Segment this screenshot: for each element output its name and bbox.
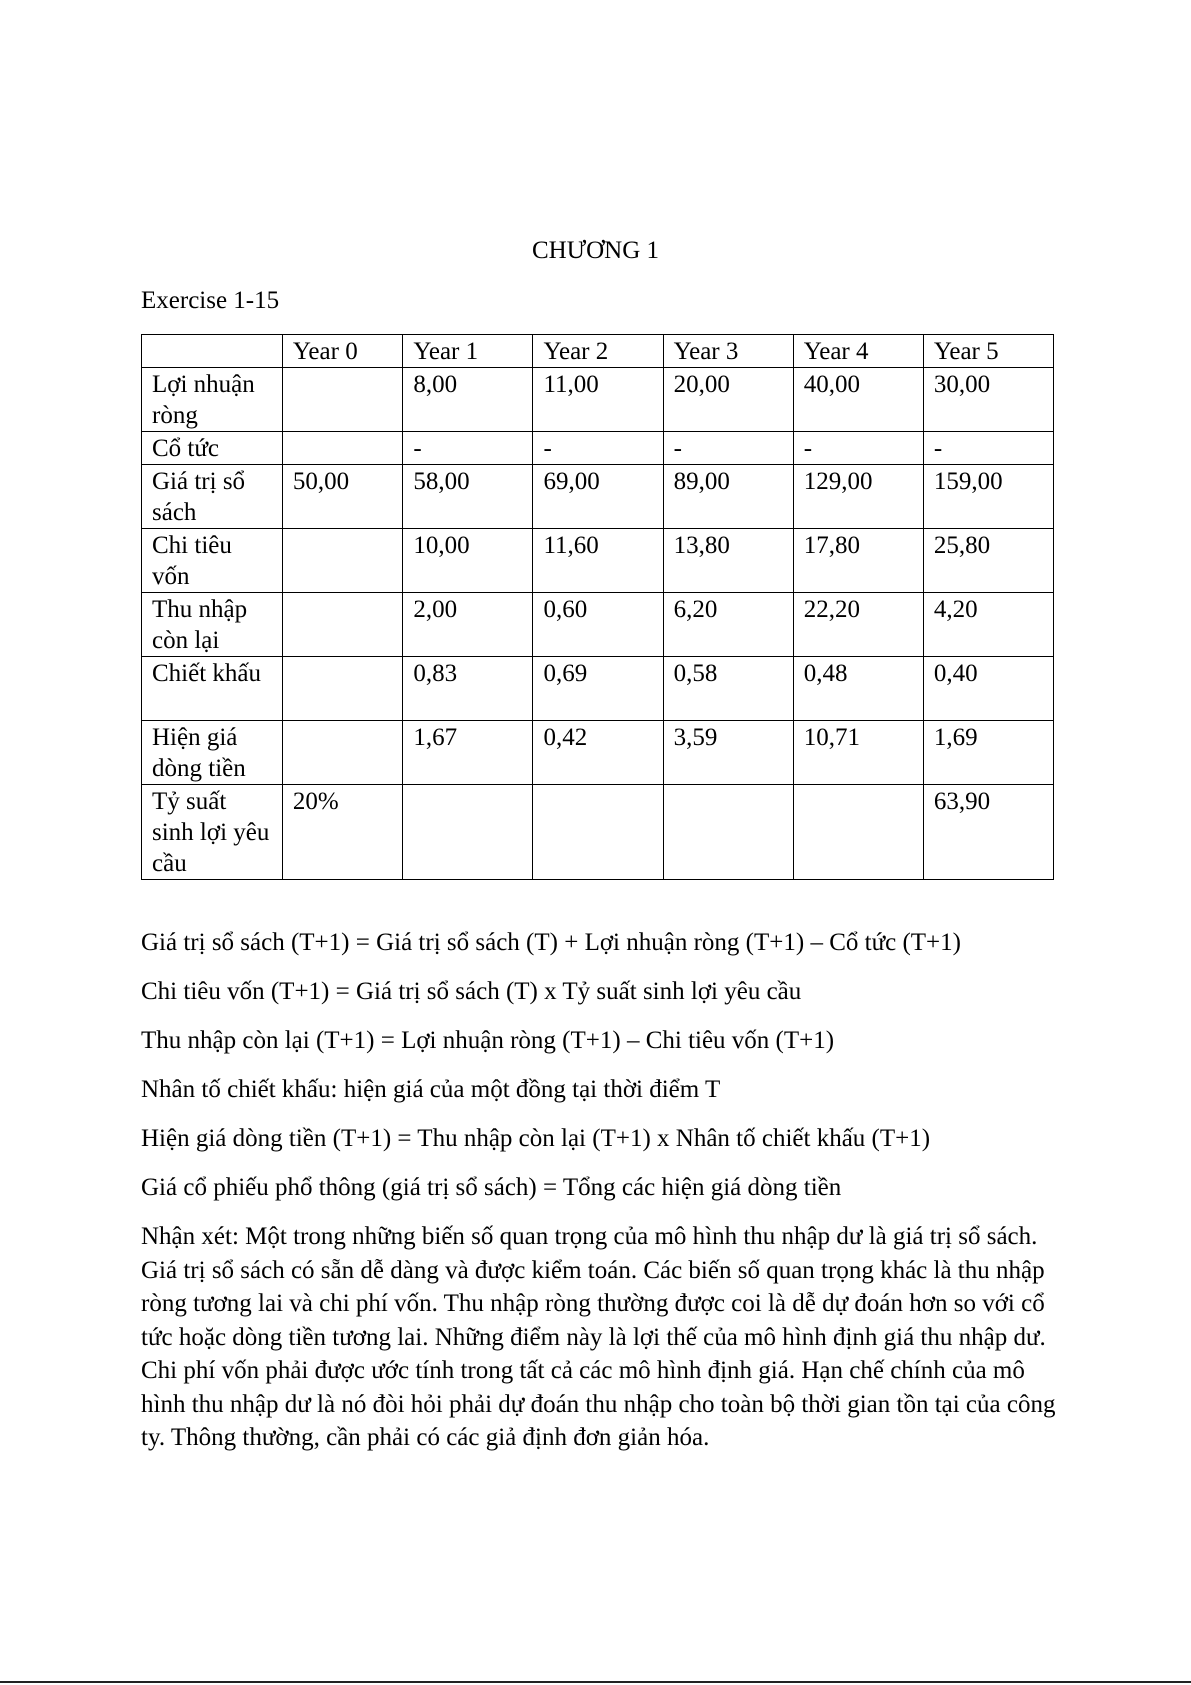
table-cell: 0,48 bbox=[793, 657, 923, 721]
table-cell: 0,69 bbox=[533, 657, 663, 721]
table-cell: 17,80 bbox=[793, 529, 923, 593]
table-cell: 63,90 bbox=[923, 785, 1053, 880]
table-cell: - bbox=[403, 432, 533, 465]
table-cell: 89,00 bbox=[663, 465, 793, 529]
table-row bbox=[142, 593, 1054, 657]
table-cell: 0,83 bbox=[403, 657, 533, 721]
table-cell: - bbox=[533, 432, 663, 465]
table-row bbox=[142, 465, 1054, 529]
table-cell: 6,20 bbox=[663, 593, 793, 657]
table-header-cell: Year 0 bbox=[282, 335, 402, 368]
row-label: Cổ tức bbox=[142, 432, 283, 465]
table-cell: 159,00 bbox=[923, 465, 1053, 529]
table-header-cell: Year 4 bbox=[793, 335, 923, 368]
exercise-heading: Exercise 1-15 bbox=[141, 287, 280, 314]
table-header-cell bbox=[142, 335, 283, 368]
table-cell bbox=[282, 368, 402, 432]
table-row bbox=[142, 785, 1054, 880]
table-cell: - bbox=[663, 432, 793, 465]
table-cell bbox=[793, 785, 923, 880]
table-cell bbox=[663, 785, 793, 880]
residual-income-table bbox=[141, 334, 1054, 880]
table-cell: 0,40 bbox=[923, 657, 1053, 721]
table-cell: - bbox=[923, 432, 1053, 465]
table-cell: 69,00 bbox=[533, 465, 663, 529]
table-cell: 8,00 bbox=[403, 368, 533, 432]
formula-section bbox=[141, 926, 1061, 1471]
table-cell: 11,60 bbox=[533, 529, 663, 593]
table-cell bbox=[282, 657, 402, 721]
table-cell: 3,59 bbox=[663, 721, 793, 785]
formula-book-value: Giá trị sổ sách (T+1) = Giá trị sổ sách (T) + Lợi nhuận ròng (T+1) – Cổ tức (T+1) bbox=[141, 929, 961, 956]
table-cell bbox=[533, 785, 663, 880]
page-bottom-divider bbox=[0, 1681, 1191, 1683]
table-cell bbox=[282, 529, 402, 593]
table-cell: 0,60 bbox=[533, 593, 663, 657]
table-row bbox=[142, 721, 1054, 785]
table-cell: 50,00 bbox=[282, 465, 402, 529]
row-label: Chi tiêu vốn bbox=[142, 529, 283, 593]
table-cell bbox=[282, 432, 402, 465]
table-cell: 10,00 bbox=[403, 529, 533, 593]
table-cell bbox=[282, 721, 402, 785]
table-cell bbox=[403, 785, 533, 880]
table-cell: 13,80 bbox=[663, 529, 793, 593]
table-cell: 0,58 bbox=[663, 657, 793, 721]
formula-capital-charge: Chi tiêu vốn (T+1) = Giá trị sổ sách (T) x Tỷ suất sinh lợi yêu cầu bbox=[141, 978, 802, 1005]
table-header-cell: Year 2 bbox=[533, 335, 663, 368]
table-row bbox=[142, 368, 1054, 432]
table-cell: 30,00 bbox=[923, 368, 1053, 432]
table-cell: 58,00 bbox=[403, 465, 533, 529]
table-header-cell: Year 5 bbox=[923, 335, 1053, 368]
formula-discount-factor: Nhân tố chiết khấu: hiện giá của một đồng tại thời điểm T bbox=[141, 1076, 721, 1103]
table-cell: 11,00 bbox=[533, 368, 663, 432]
row-label: Tỷ suất sinh lợi yêu cầu bbox=[142, 785, 283, 880]
table-cell: 22,20 bbox=[793, 593, 923, 657]
table-header-cell: Year 1 bbox=[403, 335, 533, 368]
table-header-cell: Year 3 bbox=[663, 335, 793, 368]
table-cell: 2,00 bbox=[403, 593, 533, 657]
table-cell: 20,00 bbox=[663, 368, 793, 432]
table-header-row bbox=[142, 335, 1054, 368]
formula-stock-price: Giá cổ phiếu phổ thông (giá trị sổ sách) = Tổng các hiện giá dòng tiền bbox=[141, 1174, 842, 1201]
table-cell: - bbox=[793, 432, 923, 465]
table-cell: 4,20 bbox=[923, 593, 1053, 657]
row-label: Thu nhập còn lại bbox=[142, 593, 283, 657]
table-cell bbox=[282, 593, 402, 657]
row-label: Chiết khấu bbox=[142, 657, 283, 721]
row-label: Lợi nhuận ròng bbox=[142, 368, 283, 432]
table-cell: 40,00 bbox=[793, 368, 923, 432]
row-label: Giá trị sổ sách bbox=[142, 465, 283, 529]
page-title: CHƯƠNG 1 bbox=[531, 237, 660, 264]
row-label: Hiện giá dòng tiền bbox=[142, 721, 283, 785]
table-row bbox=[142, 529, 1054, 593]
table-cell: 20% bbox=[282, 785, 402, 880]
table-cell: 129,00 bbox=[793, 465, 923, 529]
table-cell: 1,67 bbox=[403, 721, 533, 785]
table-row bbox=[142, 657, 1054, 721]
table-cell: 10,71 bbox=[793, 721, 923, 785]
table-cell: 0,42 bbox=[533, 721, 663, 785]
remark-paragraph: Nhận xét: Một trong những biến số quan trọng của mô hình thu nhập dư là giá trị sổ sách. Giá trị sổ sách có sẵn dễ dàng và được kiểm toán. Các biến số quan trọng khác là thu nhập ròng tương lai và chi phí vốn. Thu nhập ròng thường được coi là dễ dự đoán hơn so với cổ tức hoặc dòng tiền tương lai. Những điểm này là lợi thế của mô hình định giá thu nhập dư. Chi phí vốn phải được ước tính trong tất cả các mô hình định giá. Hạn chế chính của mô hình thu nhập dư là nó đòi hỏi phải dự đoán thu nhập cho toàn bộ thời gian tồn tại của công ty. Thông thường, cần phải có các giả định đơn giản hóa. bbox=[141, 1223, 1056, 1451]
formula-residual-income: Thu nhập còn lại (T+1) = Lợi nhuận ròng (T+1) – Chi tiêu vốn (T+1) bbox=[141, 1027, 835, 1054]
table-row bbox=[142, 432, 1054, 465]
formula-present-value: Hiện giá dòng tiền (T+1) = Thu nhập còn lại (T+1) x Nhân tố chiết khấu (T+1) bbox=[141, 1125, 931, 1152]
table-cell: 25,80 bbox=[923, 529, 1053, 593]
table-cell: 1,69 bbox=[923, 721, 1053, 785]
